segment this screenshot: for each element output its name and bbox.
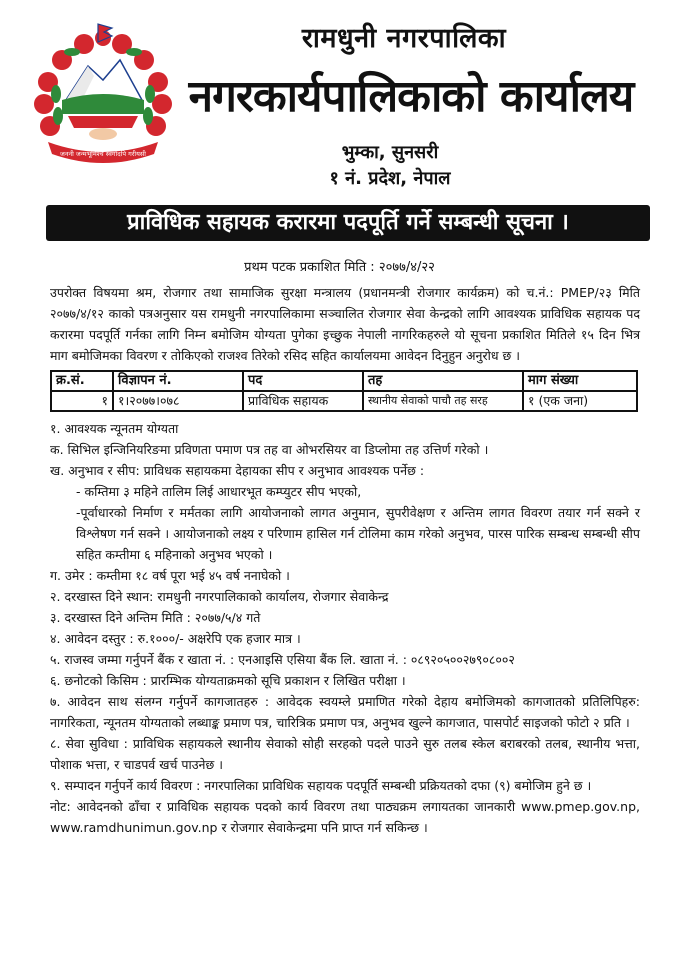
table-row — [51, 391, 637, 411]
nepal-emblem-logo — [28, 22, 178, 170]
section-kha-item-1: - कम्तिमा ३ महिने तालिम लिई आधारभूत कम्प्युटर सीप भएको, — [76, 484, 362, 499]
col-header-ad-no: विज्ञापन नं. — [113, 371, 243, 391]
cell-sn: १ — [51, 391, 113, 411]
section-ga: ग. उमेर : कम्तीमा १८ वर्ष पूरा भई ४५ वर्ष ननाघेको । — [50, 568, 290, 583]
section-5: ५. राजस्व जम्मा गर्नुपर्ने बैंक र खाता नं. : एनआइसि एसिया बैंक लि. खाता नं. : ०८९२०५००२७९०८००२ — [50, 652, 515, 667]
section-ka: क. सिभिल इन्जिनियरिङमा प्रविणता पमाण पत्र तह वा ओभरसियर वा डिप्लोमा तह उत्तिर्ण गरेको । — [50, 442, 489, 457]
cell-ad-no: १।२०७७।०७८ — [113, 391, 243, 411]
notice-title-banner: प्राविधिक सहायक करारमा पदपूर्ति गर्ने सम्बन्धी सूचना । — [46, 205, 650, 241]
section-6: ६. छनोटको किसिम : प्रारम्भिक योग्यताक्रमको सूचि प्रकाशन र लिखित परीक्षा । — [50, 673, 406, 688]
office-province: १ नं. प्रदेश, नेपाल — [329, 168, 451, 189]
section-8: ८. सेवा सुविधा : प्राविधिक सहायकले स्थानीय सेवाको सोही सरहको पदले पाउने सुरु तलब स्केल बराबरको तलब, स्थानीय भत्ता, पोशाक भत्ता, र चाडपर्व खर्च पाउनेछ । — [50, 736, 640, 772]
section-2: २. दरखास्त दिने स्थान: रामधुनी नगरपालिकाको कार्यालय, रोजगार सेवाकेन्द्र — [50, 589, 389, 604]
col-header-demand: माग संख्या — [523, 371, 637, 391]
publish-date: प्रथम पटक प्रकाशित मिति : २०७७/४/२२ — [244, 260, 435, 275]
section-7: ७. आवेदन साथ संलग्न गर्नुपर्ने कागजातहरु : आवेदक स्वयम्ले प्रमाणित गरेको देहाय बमोजिमको कागजातको प्रतिलिपिहरु: नागरिकता, न्यूनतम योग्यताको लब्धाङ्क प्रमाण पत्र, चारित्रिक प्रमाण पत्र, अनुभव खुल्ने कागजात, पासपोर्ट साइजको फोटो २ प्रति । — [50, 694, 640, 730]
office-name: नगरकार्यपालिकाको कार्यालय — [188, 71, 634, 122]
letterhead — [0, 0, 679, 200]
note: नोट: आवेदनको ढाँचा र प्राविधिक सहायक पदको कार्य विवरण तथा पाठ्यक्रम लगायतका जानकारी www.pmep.gov.np, www.ramdhunimun.gov.np र रोजगार सेवाकेन्द्रमा पनि प्राप्त गर्न सकिन्छ । — [50, 799, 640, 835]
intro-paragraph: उपरोक्त विषयमा श्रम, रोजगार तथा सामाजिक सुरक्षा मन्त्रालय (प्रधानमन्त्री रोजगार कार्यक्रम) को च.नं.: PMEP/२३ मिति २०७७/४/१२ काको पत्रअनुसार यस रामधुनी नगरपालिकामा सञ्चालित रोजगार सेवा केन्द्रको लागि आवश्यक प्राविधिक सहायक पद करारमा पदपूर्ति गर्नका लागि निम्न बमोजिम योग्यता पुगेका इच्छुक नेपाली नागरिकहरुले यो सूचना प्रकाशित मितिले १५ दिन भित्र माग बमोजिमका विवरण र तोकिएको राजश्व तिरेको रसिद सहित कार्यालयमा आवेदन दिनुहुन अनुरोध छ । — [50, 285, 640, 363]
section-kha-item-2: -पूर्वाधारको निर्माण र मर्मतका लागि आयोजनाको लागत अनुमान, सुपरीवेक्षण र अन्तिम लागत विवरण तयार गर्न सक्ने र विश्लेषण गर्न सक्ने । आयोजनाको लक्ष्य र परिणाम हासिल गर्न टोलिमा काम गरेको अनुभव, पारस पारिक सम्बन्ध सम्बन्धी सीप सहित कम्तीमा ६ महिनाको अनुभव भएको । — [76, 505, 640, 562]
municipality-name: रामधुनी नगरपालिका — [301, 23, 507, 54]
cell-demand: १ (एक जना) — [523, 391, 637, 411]
emblem-motto-text: जननी जन्मभूमिश्च स्वर्गादपि गरीयसी — [60, 150, 146, 158]
section-4: ४. आवेदन दस्तुर : रु.१०००/- अक्षरेपि एक हजार मात्र । — [50, 631, 301, 646]
col-header-sn: क्र.सं. — [51, 371, 113, 391]
office-location: भुम्का, सुनसरी — [341, 142, 439, 163]
section-9: ९. सम्पादन गर्नुपर्ने कार्य विवरण : नगरपालिका प्राविधिक सहायक पदपूर्ति सम्बन्धी प्रक्रियतको दफा (९) बमोजिम हुने छ । — [50, 778, 592, 793]
col-header-post: पद — [243, 371, 363, 391]
cell-level: स्थानीय सेवाको पाचौ तह सरह — [363, 391, 523, 411]
col-header-level: तह — [363, 371, 523, 391]
section-kha: ख. अनुभाव र सीप: प्राविधक सहायकमा देहायका सीप र अनुभाव आवश्यक पर्नेछ : — [50, 463, 425, 478]
section-1-heading: १. आवश्यक न्यूनतम योग्यता — [50, 421, 179, 436]
notice-body — [50, 282, 640, 838]
vacancy-table — [50, 370, 638, 412]
cell-post: प्राविधिक सहायक — [243, 391, 363, 411]
section-3: ३. दरखास्त दिने अन्तिम मिति : २०७७/५/४ गते — [50, 610, 261, 625]
table-header-row — [51, 371, 637, 391]
